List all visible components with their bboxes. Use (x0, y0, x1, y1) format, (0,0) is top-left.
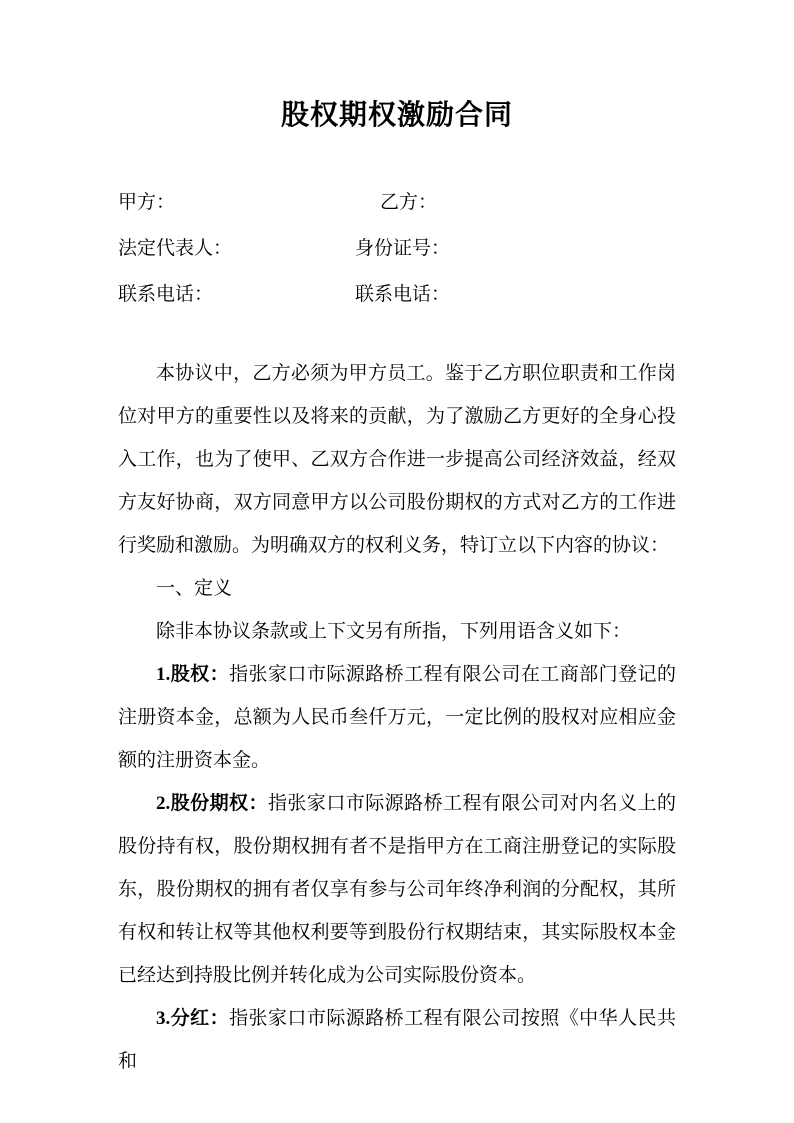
paragraph-text: 指张家口市际源路桥工程有限公司对内名义上的股份持有权，股份期权拥有者不是指甲方在工商注册登记的实际股东，股份期权的拥有者仅享有参与公司年终净利润的分配权，其所有权和转让权等其他权利要等到股份行权期结束，其实际股权本金已经达到持股比例并转化成为公司实际股份资本。 (118, 793, 676, 986)
field-row (118, 188, 676, 234)
field-row (118, 280, 676, 326)
field-label-left: 甲方： (118, 192, 176, 213)
paragraph (118, 567, 676, 610)
paragraph (118, 997, 676, 1083)
paragraph-text: 本协议中，乙方必须为甲方员工。鉴于乙方职位职责和工作岗位对甲方的重要性以及将来的贡献，为了激励乙方更好的全身心投入工作，也为了使甲、乙双方合作进一步提高公司经济效益，经双方友好协商，双方同意甲方以公司股份期权的方式对乙方的工作进行奖励和激励。为明确双方的权利义务，特订立以下内容的协议： (118, 363, 676, 556)
paragraph (118, 352, 676, 567)
paragraph (118, 610, 676, 653)
paragraph-text: 指张家口市际源路桥工程有限公司按照《中华人民共和 (118, 1008, 676, 1072)
clause-lead: 3.分红： (156, 1008, 230, 1029)
document-title: 股权期权激励合同 (280, 100, 513, 131)
paragraph-text: 除非本协议条款或上下文另有所指，下列用语含义如下： (156, 621, 632, 642)
clause-lead: 2.股份期权： (156, 793, 268, 814)
field-label-right: 联系电话： (355, 284, 451, 305)
document-body (118, 352, 676, 1083)
paragraph (118, 653, 676, 782)
paragraph-text: 一、定义 (156, 578, 233, 599)
field-row (118, 234, 676, 280)
field-label-left: 法定代表人： (118, 238, 233, 259)
party-fields (118, 188, 676, 326)
field-label-left: 联系电话： (118, 284, 214, 305)
field-label-right: 身份证号： (355, 238, 451, 259)
paragraph-text: 指张家口市际源路桥工程有限公司在工商部门登记的注册资本金，总额为人民币叁仟万元，一定比例的股权对应相应金额的注册资本金。 (118, 664, 676, 771)
paragraph (118, 782, 676, 997)
field-label-right: 乙方： (380, 192, 438, 213)
clause-lead: 1.股权： (156, 664, 230, 685)
